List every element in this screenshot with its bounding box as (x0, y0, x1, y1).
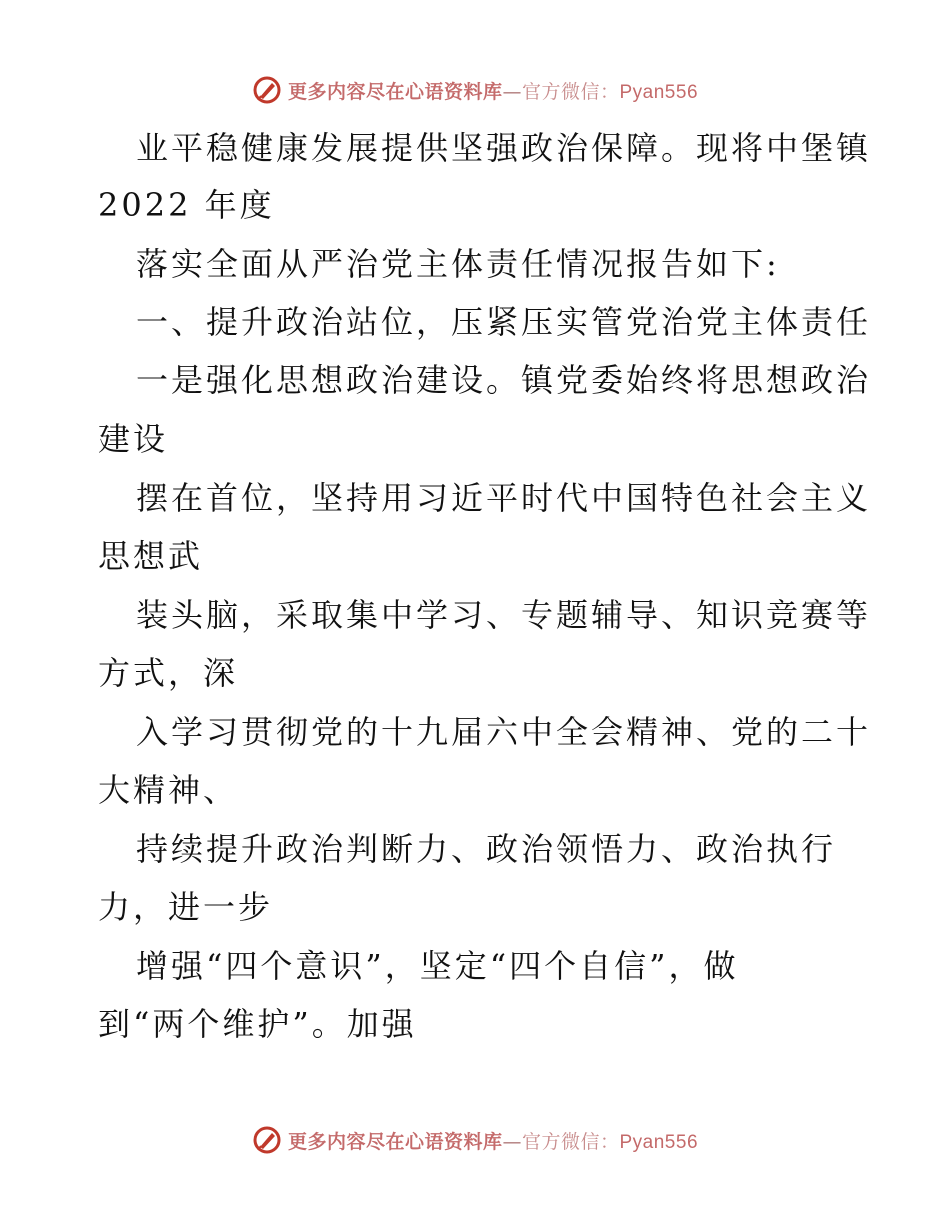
text-line: 到“两个维护”。加强 (98, 1005, 417, 1043)
watermark-brand: 更多内容尽在心语资料库 (287, 1130, 503, 1153)
quill-pen-logo-icon (252, 75, 282, 105)
text-line: 一、提升政治站位，压紧压实管党治党主体责任 (136, 303, 872, 341)
text-line: 大精神、 (98, 771, 239, 809)
watermark-wechat-label: 官方微信： (521, 1130, 620, 1153)
text-line: 落实全面从严治党主体责任情况报告如下: (136, 245, 780, 283)
text-line: 思想武 (98, 537, 204, 575)
quill-pen-logo-icon (252, 1125, 282, 1155)
text-line: 装头脑，采取集中学习、专题辅导、知识竞赛等 (136, 596, 872, 634)
text-line: 力，进一步 (98, 888, 274, 926)
watermark-wechat-label: 官方微信： (521, 80, 620, 103)
watermark-wechat-id: Pyan556 (619, 81, 699, 103)
watermark-dash: — (502, 80, 522, 103)
footer-watermark (0, 1120, 950, 1160)
text-line: 持续提升政治判断力、政治领悟力、政治执行 (136, 830, 837, 868)
watermark-wechat-id: Pyan556 (619, 1131, 699, 1153)
text-line: 增强“四个意识”，坚定“四个自信”，做 (136, 947, 739, 985)
watermark-dash: — (502, 1130, 522, 1153)
watermark-brand: 更多内容尽在心语资料库 (287, 80, 503, 103)
text-line: 业平稳健康发展提供坚强政治保障。现将中堡镇 (136, 129, 872, 167)
header-watermark (0, 70, 950, 110)
text-line: 入学习贯彻党的十九届六中全会精神、党的二十 (136, 713, 872, 751)
text-line: 2022 年度 (98, 186, 275, 224)
watermark-text (288, 1127, 698, 1154)
text-line: 一是强化思想政治建设。镇党委始终将思想政治 (136, 361, 872, 399)
watermark-text (288, 77, 698, 104)
text-line: 方式，深 (98, 654, 239, 692)
text-line: 摆在首位，坚持用习近平时代中国特色社会主义 (136, 479, 872, 517)
text-line: 建设 (98, 420, 169, 458)
